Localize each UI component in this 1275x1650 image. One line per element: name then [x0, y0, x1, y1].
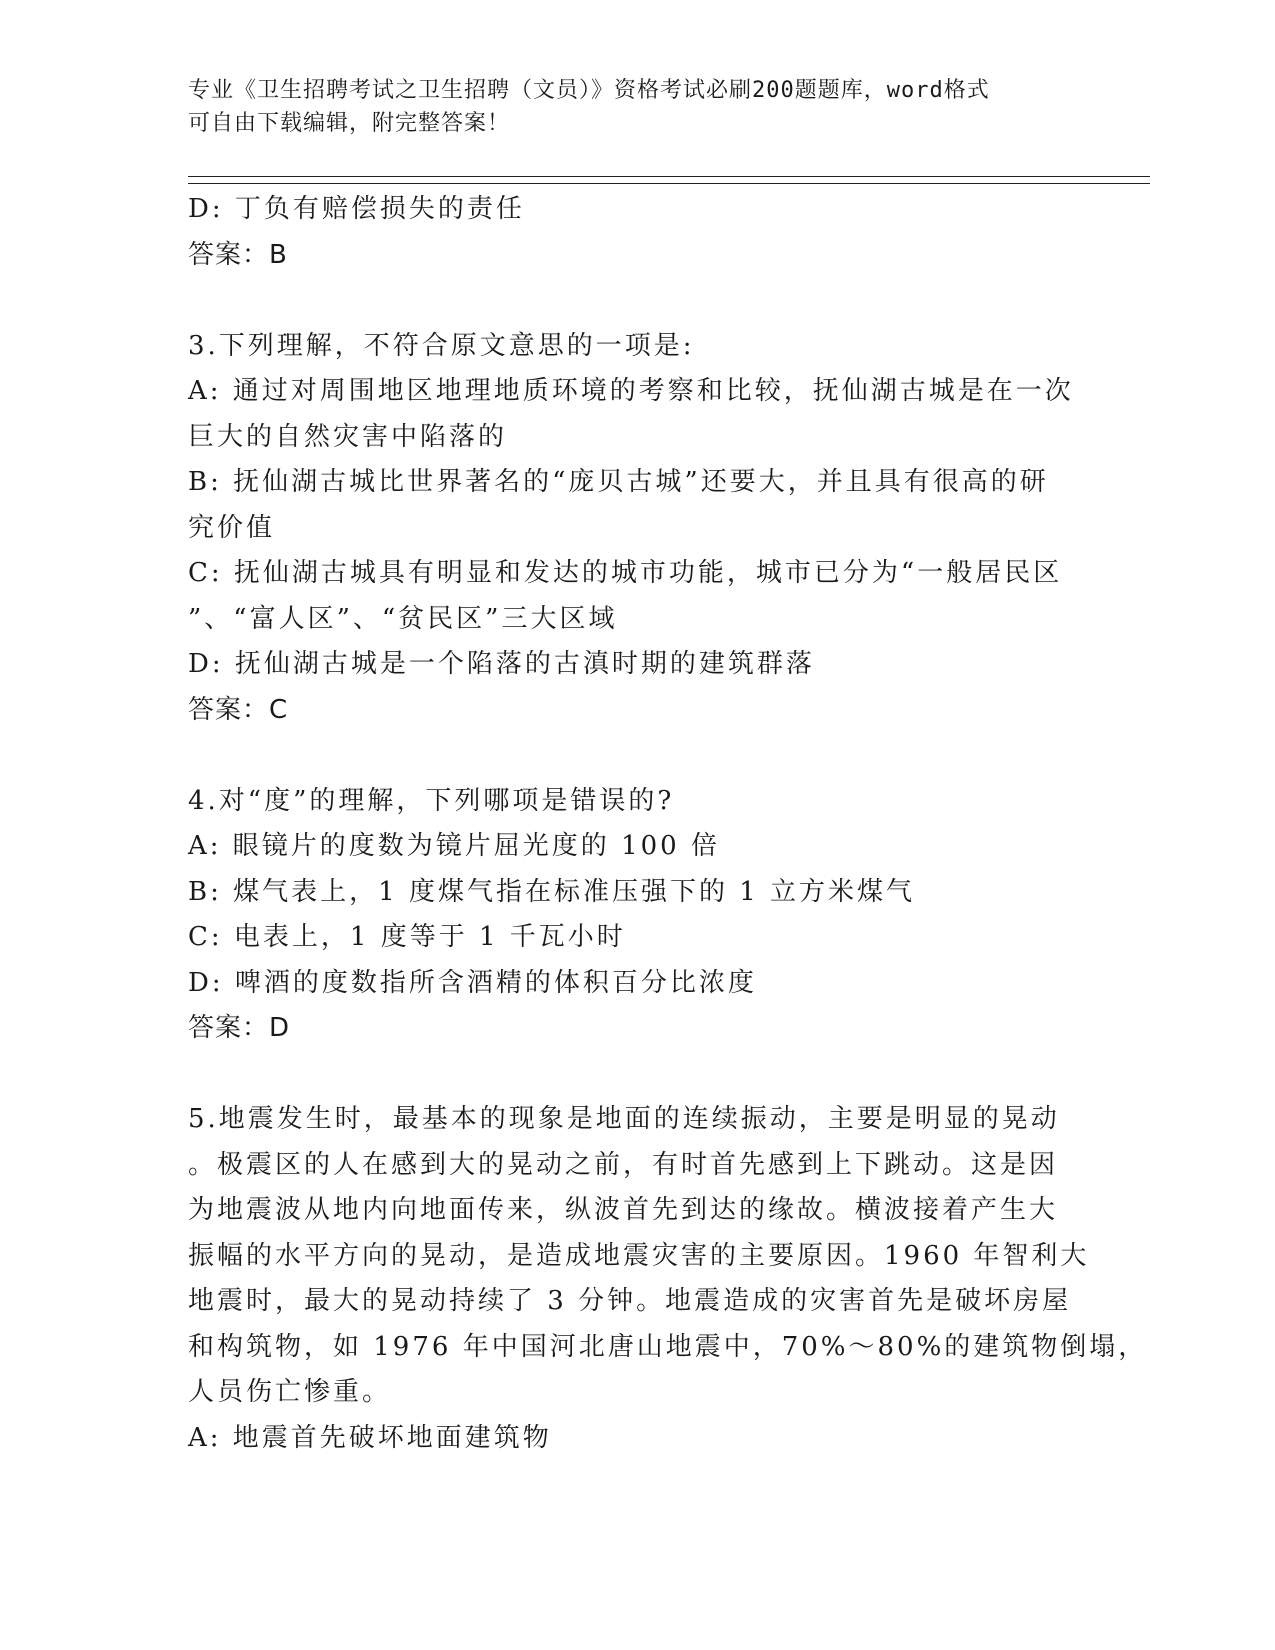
q3-answer: 答案：C	[188, 694, 289, 725]
q4-option-c: C: 电表上，1 度等于 1 千瓦小时	[188, 922, 626, 952]
q3-option-a: A: 通过对周围地区地理地质环境的考察和比较，抚仙湖古城是在一次	[188, 376, 1074, 406]
q4-stem: 4.对“度”的理解，下列哪项是错误的?	[188, 785, 675, 816]
q5-stem-line: 5.地震发生时，最基本的现象是地面的连续振动，主要是明显的晃动	[188, 1104, 1060, 1134]
q2-answer: 答案：B	[188, 239, 288, 270]
q5-stem-line: 。极震区的人在感到大的晃动之前，有时首先感到上下跳动。这是因	[188, 1149, 1059, 1180]
q4-option-d: D: 啤酒的度数指所含酒精的体积百分比浓度	[188, 967, 757, 998]
header-divider	[188, 176, 1150, 184]
header-line-1: 专业《卫生招聘考试之卫生招聘（文员）》资格考试必刷200题题库，word格式	[188, 78, 990, 103]
spacer	[188, 1052, 1088, 1098]
q4-answer: 答案：D	[188, 1013, 291, 1043]
header-line-2: 可自由下载编辑，附完整答案！	[188, 111, 511, 136]
document-body	[188, 187, 1148, 1461]
q3-option-c-cont: ”、“富人区”、“贫民区”三大区域	[188, 603, 618, 634]
q3-option-a-cont: 巨大的自然灾害中陷落的	[188, 421, 508, 452]
q5-stem-line: 和构筑物，如 1976 年中国河北唐山地震中，70%～80%的建筑物倒塌，	[188, 1331, 1148, 1362]
q2-option-d: D: 丁负有赔偿损失的责任	[188, 194, 525, 224]
q3-option-b-cont: 究价值	[188, 512, 276, 543]
q5-stem-line: 为地震波从地内向地面传来，纵波首先到达的缘故。横波接着产生大	[188, 1195, 1059, 1225]
q3-stem: 3.下列理解，不符合原文意思的一项是:	[188, 330, 695, 361]
q5-stem-line: 人员伤亡惨重。	[188, 1377, 392, 1407]
q5-stem-line: 地震时，最大的晃动持续了 3 分钟。地震造成的灾害首先是破坏房屋	[188, 1286, 1072, 1316]
q5-stem-line: 振幅的水平方向的晃动，是造成地震灾害的主要原因。1960 年智利大	[188, 1240, 1090, 1271]
q3-option-b: B: 抚仙湖古城比世界著名的“庞贝古城”还要大，并且具有很高的研	[188, 467, 1049, 497]
q3-option-c: C: 抚仙湖古城具有明显和发达的城市功能，城市已分为“一般居民区	[188, 558, 1063, 588]
spacer	[188, 278, 1088, 324]
q4-option-b: B: 煤气表上，1 度煤气指在标准压强下的 1 立方米煤气	[188, 876, 916, 907]
q3-option-d: D: 抚仙湖古城是一个陷落的古滇时期的建筑群落	[188, 649, 815, 679]
q5-option-a: A: 地震首先破坏地面建筑物	[188, 1422, 552, 1453]
spacer	[188, 733, 1088, 779]
page-header	[188, 74, 1068, 140]
q4-option-a: A: 眼镜片的度数为镜片屈光度的 100 倍	[188, 831, 720, 861]
